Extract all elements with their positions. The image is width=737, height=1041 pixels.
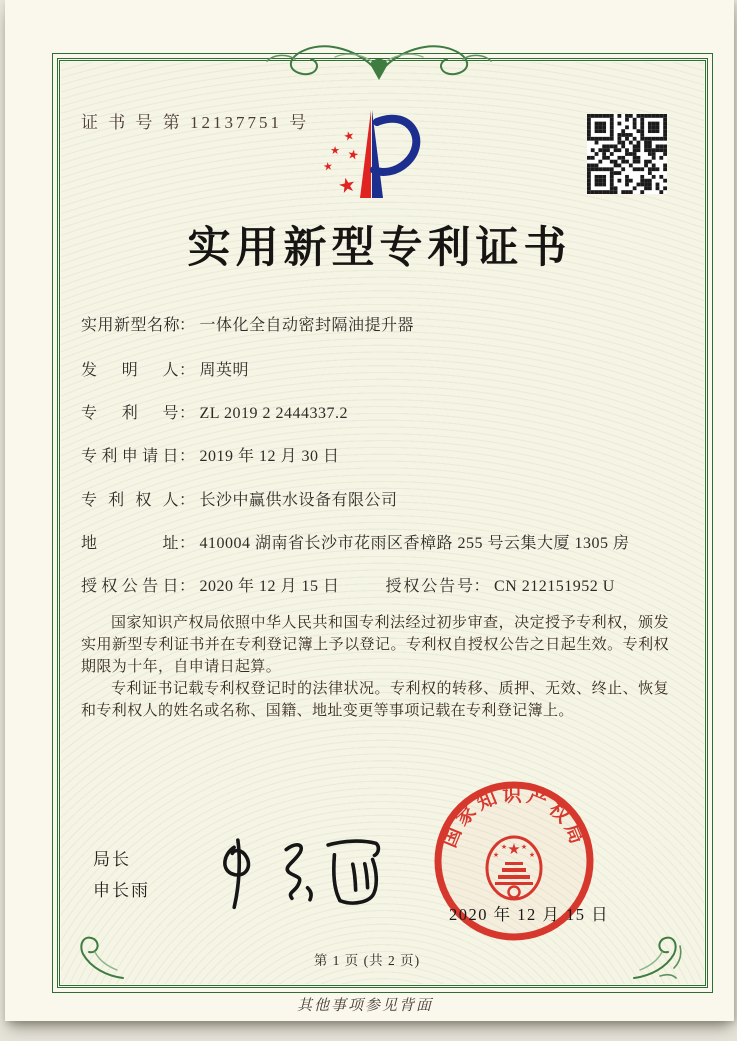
field-value: 410004 湖南省长沙市花雨区香樟路 255 号云集大厦 1305 房 — [199, 535, 630, 552]
field-label: 发明人 — [81, 362, 179, 379]
qr-code-icon — [587, 114, 667, 194]
svg-text:★: ★ — [336, 173, 359, 199]
colon: ： — [473, 578, 491, 595]
handwritten-signature-icon — [201, 833, 401, 911]
svg-text:★: ★ — [520, 843, 528, 851]
svg-text:★: ★ — [346, 146, 361, 163]
grant-date: 2020 年 12 月 15 日 — [449, 905, 610, 924]
field-label: 实用新型名称 — [81, 317, 181, 334]
svg-text:★: ★ — [330, 145, 340, 157]
page-number: 第 1 页 (共 2 页) — [313, 953, 421, 968]
svg-text:★: ★ — [528, 851, 536, 859]
field-label: 专利号 — [81, 405, 179, 422]
svg-text:★: ★ — [507, 842, 521, 858]
border-flourish-top-icon — [259, 33, 499, 85]
commissioner-name: 申长雨 — [93, 881, 150, 900]
field-label: 专利申请日 — [81, 448, 179, 465]
field-row — [81, 400, 348, 423]
svg-text:★: ★ — [500, 843, 508, 851]
field-label: 授权公告日 — [81, 578, 179, 595]
legal-text — [81, 612, 669, 722]
legal-paragraph-2: 专利证书记载专利权登记时的法律状况。专利权的转移、质押、无效、终止、恢复和专利权人的姓名或名称、国籍、地址变更等事项记载在专利登记簿上。 — [81, 681, 669, 719]
svg-text:★: ★ — [342, 127, 356, 145]
colon: ： — [179, 578, 196, 595]
colon: ： — [179, 317, 196, 334]
flourish-center-leaf — [370, 59, 388, 80]
back-side-note: 其他事项参见背面 — [296, 998, 433, 1014]
cnipa-logo-icon — [311, 102, 445, 206]
svg-text:★: ★ — [492, 851, 500, 859]
field-row — [81, 487, 398, 510]
field-row — [81, 573, 615, 596]
svg-text:★: ★ — [322, 160, 334, 174]
field-label: 地址 — [81, 535, 179, 552]
field-value: ZL 2019 2 2444337.2 — [199, 405, 348, 422]
colon: ： — [179, 492, 196, 509]
commissioner-title: 局长 — [93, 850, 131, 869]
field-value: 一体化全自动密封隔油提升器 — [199, 317, 415, 334]
field-label: 专利权人 — [81, 492, 179, 509]
field-value: 长沙中赢供水设备有限公司 — [199, 492, 398, 509]
field-row — [81, 357, 249, 380]
colon: ： — [179, 448, 196, 465]
colon: ： — [179, 405, 196, 422]
colon: ： — [179, 362, 196, 379]
field-value: 周英明 — [199, 362, 250, 379]
field-row — [81, 443, 340, 466]
certificate-number: 证 书 号 第 12137751 号 — [81, 113, 310, 132]
field-value: 2020 年 12 月 15 日 — [199, 578, 340, 595]
colon: ： — [179, 535, 196, 552]
certificate-title: 实用新型专利证书 — [187, 225, 572, 272]
field-row — [81, 312, 414, 335]
seal-ring-text: 国家知识产权局 — [439, 784, 589, 851]
field-row — [81, 530, 630, 553]
certificate-page — [5, 0, 734, 1021]
field-value: CN 212151952 U — [494, 578, 615, 595]
legal-paragraph-1: 国家知识产权局依照中华人民共和国专利法经过初步审查，决定授予专利权，颁发实用新型专利证书并在专利登记簿上予以登记。专利权自授权公告之日起生效。专利权期限为十年，自申请日起算。 — [81, 615, 669, 675]
field-label: 授权公告号 — [385, 578, 474, 595]
field-value: 2019 年 12 月 30 日 — [199, 448, 340, 465]
